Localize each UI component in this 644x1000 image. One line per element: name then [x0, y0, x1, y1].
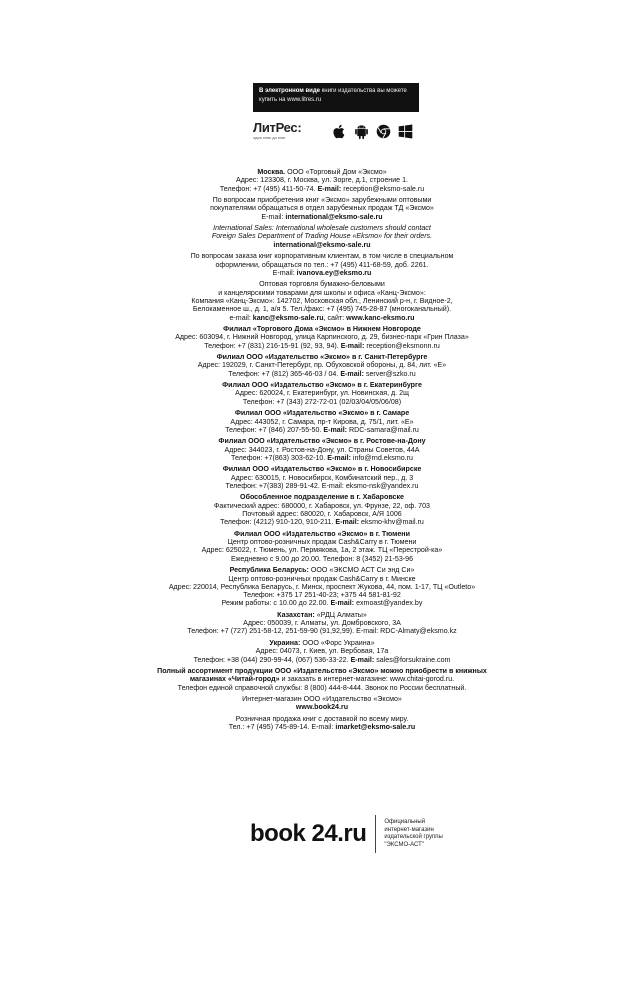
text-segment: По вопросам приобретения книг «Эксмо» зарубежными оптовыми	[212, 196, 432, 205]
book24-logo: book 24.ru	[250, 820, 367, 847]
text-segment: E-mail:	[340, 341, 365, 350]
contact-block	[150, 566, 494, 607]
contact-line	[150, 289, 494, 297]
text-segment: E-mail:	[261, 212, 286, 221]
litres-banner-bold: В электронном виде	[259, 88, 320, 94]
contact-line	[150, 591, 494, 599]
contact-line	[150, 389, 494, 397]
contact-block	[150, 381, 494, 406]
text-segment: Республика Беларусь:	[229, 566, 309, 575]
text-segment: E-mail:	[323, 425, 348, 434]
litres-logo	[253, 121, 313, 141]
text-segment: Полный ассортимент продукции ООО «Издательство «Эксмо» можно приобрести в книжных	[157, 667, 487, 676]
text-segment: Режим работы: с 10.00 до 22.00.	[221, 599, 331, 608]
text-segment: и заказать в интернет-магазине: www.chitai-gorod.ru.	[279, 675, 455, 684]
text-segment: покупателями обращаться в отдел зарубежных продаж ТД «Эксмо»	[210, 204, 434, 213]
text-segment: E-mail:	[350, 655, 375, 664]
contact-line	[150, 518, 494, 526]
contact-block	[150, 493, 494, 526]
contact-block	[150, 325, 494, 350]
text-segment: info@rnd.eksmo.ru	[350, 453, 413, 462]
contact-line	[150, 426, 494, 434]
text-segment: Телефон: +38 (044) 290-99-44, (067) 536-33-22.	[193, 655, 351, 664]
text-segment: reception@eksmo-sale.ru	[341, 184, 425, 193]
contact-block	[150, 667, 494, 692]
text-segment: Адрес: 630015, г. Новосибирск, Комбинатский пер., д. 3	[230, 473, 414, 482]
contact-block	[150, 409, 494, 434]
contact-line	[150, 656, 494, 664]
text-segment: Телефон: +7 (846) 207-55-50.	[225, 425, 324, 434]
text-segment: Розничная продажа книг с доставкой по всему миру.	[235, 714, 409, 723]
text-segment: Телефон: (4212) 910-120, 910-211.	[220, 518, 336, 527]
contact-line	[150, 224, 494, 232]
contact-line	[150, 241, 494, 249]
contact-line	[150, 361, 494, 369]
android-icon	[353, 123, 370, 140]
text-segment: Телефон: +7(383) 289-91-42. E-mail: eksmo-nsk@yandex.ru	[225, 481, 419, 490]
contact-line	[150, 599, 494, 607]
text-segment: www.book24.ru	[295, 703, 349, 712]
contact-block	[150, 196, 494, 221]
text-segment: International Sales: International wholesale customers should contact	[213, 224, 431, 233]
text-segment: Телефон: +375 17 251-40-23; +375 44 581-81-92	[243, 591, 401, 600]
text-segment: Филиал ООО «Издательство «Эксмо» в г. Санкт-Петербурге	[216, 353, 428, 362]
contact-line	[150, 619, 494, 627]
contact-line	[150, 703, 494, 711]
text-segment: eksmo-khv@mail.ru	[359, 518, 424, 527]
contact-block	[150, 437, 494, 462]
text-segment: Интернет-магазин ООО «Издательство «Эксмо»	[242, 695, 402, 704]
windows-icon	[397, 123, 414, 140]
contact-line	[150, 647, 494, 655]
contact-line	[150, 546, 494, 554]
text-segment: магазинах «Читай-город»	[189, 675, 280, 684]
text-segment: Филиал ООО «Издательство «Эксмо» в г. Самаре	[234, 409, 410, 418]
text-segment: «РДЦ Алматы»	[314, 610, 367, 619]
text-segment: и канцелярскими товарами для школы и офиса «Канц-Эксмо»:	[218, 288, 426, 297]
text-segment: E-mail:	[335, 518, 360, 527]
text-segment: Адрес: 603094, г. Нижний Новгород, улица Карпинского, д. 29, бизнес-парк «Грин Плаза»	[175, 333, 469, 342]
text-segment: server@szko.ru	[363, 369, 416, 378]
litres-promo	[253, 83, 419, 141]
text-segment: Филиал «Торгового Дома «Эксмо» в Нижнем Новгороде	[223, 324, 421, 333]
text-segment: e-mail:	[229, 313, 253, 322]
text-segment: imarket@eksmo-sale.ru	[335, 723, 416, 732]
text-segment: Тел.: +7 (495) 745-89-14. E-mail:	[228, 723, 336, 732]
contact-line	[150, 204, 494, 212]
contact-line	[150, 627, 494, 635]
text-segment: E-mail:	[317, 184, 342, 193]
contact-line	[150, 675, 494, 683]
contact-block	[150, 639, 494, 664]
contact-line	[150, 667, 494, 675]
contact-block	[150, 168, 494, 193]
contact-line	[150, 695, 494, 703]
text-segment: Адрес: 344023, г. Ростов-на-Дону, ул. Страны Советов, 44А	[224, 445, 420, 454]
contact-line	[150, 474, 494, 482]
text-segment: Обособленное подразделение в г. Хабаровске	[240, 493, 404, 502]
contact-line	[150, 409, 494, 417]
contact-block	[150, 224, 494, 249]
contact-line	[150, 555, 494, 563]
text-segment: Адрес: 192029, г. Санкт-Петербург, пр. Обуховской обороны, д. 84, лит. «Е»	[197, 361, 447, 370]
contact-block	[150, 252, 494, 277]
text-segment: RDC-samara@mail.ru	[347, 425, 419, 434]
text-segment: Центр оптово-розничных продаж Cash&Carry в г. Минске	[228, 574, 416, 583]
contact-line	[150, 305, 494, 313]
contact-block	[150, 280, 494, 321]
text-segment: international@eksmo-sale.ru	[285, 212, 383, 221]
text-segment: Филиал ООО «Издательство «Эксмо» в г. Тюмени	[234, 529, 410, 538]
text-segment: E-mail:	[327, 453, 351, 462]
contact-line	[150, 333, 494, 341]
contact-line	[150, 314, 494, 322]
text-segment: Оптовая торговля бумажно-беловыми	[259, 280, 385, 289]
text-segment: international@eksmo-sale.ru	[273, 240, 371, 249]
text-segment: ООО «ЭКСМО АСТ Си энд Си»	[308, 566, 415, 575]
contact-line	[150, 437, 494, 445]
text-segment: Адрес: 620024, г. Екатеринбург, ул. Новинская, д. 2щ	[235, 389, 409, 398]
contact-line	[150, 715, 494, 723]
text-segment: ООО «Торговый Дом «Эксмо»	[285, 168, 387, 176]
contact-line	[150, 232, 494, 240]
text-segment: Адрес: 123308, г. Москва, ул. Зорге, д.1, строение 1.	[236, 176, 408, 185]
text-segment: Телефон: +7 (495) 411-50-74.	[219, 184, 318, 193]
text-segment: Филиал ООО «Издательство «Эксмо» в г. Ростове-на-Дону	[218, 437, 426, 446]
text-segment: E-mail:	[340, 369, 364, 378]
text-segment: sales@forsukraine.com	[374, 655, 451, 664]
contact-block	[150, 611, 494, 636]
globe-icon	[375, 123, 392, 140]
litres-tagline: один клик до книг	[253, 135, 286, 140]
text-segment: www.kanc-eksmo.ru	[346, 313, 415, 322]
book24-promo	[250, 815, 466, 853]
contact-block	[150, 353, 494, 378]
litres-banner	[253, 83, 419, 112]
contact-line	[150, 454, 494, 462]
contact-line	[150, 370, 494, 378]
contact-line	[150, 196, 494, 204]
contact-line	[150, 381, 494, 389]
contact-line	[150, 446, 494, 454]
contact-line	[150, 510, 494, 518]
contact-line	[150, 418, 494, 426]
contact-line	[150, 325, 494, 333]
text-segment: kanc@eksmo-sale.ru	[252, 313, 324, 322]
contact-line	[150, 297, 494, 305]
contact-line	[150, 269, 494, 277]
contact-line	[150, 176, 494, 184]
text-segment: Фактический адрес: 680000, г. Хабаровск, ул. Фрунзе, 22, оф. 703	[214, 501, 430, 510]
contact-line	[150, 502, 494, 510]
text-segment: Белокаменное ш., д. 1, а/я 5. Тел./факс: +7 (495) 745-28-87 (многоканальный).	[192, 305, 452, 314]
divider	[375, 815, 376, 853]
apple-icon	[331, 123, 348, 140]
contact-line	[150, 538, 494, 546]
text-segment: Телефон: +7 (812) 365-46-03 / 04.	[228, 369, 341, 378]
book24-desc-line: интернет-магазин	[384, 826, 434, 833]
text-segment: Казахстан:	[277, 610, 315, 619]
text-segment: Москва.	[257, 168, 286, 176]
contact-line	[150, 482, 494, 490]
contact-line	[150, 185, 494, 193]
text-segment: Телефон: +7(863) 303-62-10.	[231, 453, 328, 462]
contact-line	[150, 566, 494, 574]
contact-line	[150, 342, 494, 350]
text-segment: Адрес: 625022, г. Тюмень, ул. Пермякова, 1а, 2 этаж. ТЦ «Перестрой-ка»	[201, 546, 443, 555]
contact-line	[150, 611, 494, 619]
text-segment: По вопросам заказа книг корпоративным клиентам, в том числе в специальном	[190, 252, 454, 261]
text-segment: ООО «Форс Украина»	[300, 638, 375, 647]
text-segment: оформлении, обращаться по тел.: +7 (495) 411-68-59, доб. 2261.	[215, 260, 429, 269]
contact-line	[150, 261, 494, 269]
contact-line	[150, 252, 494, 260]
text-segment: exmoast@yandex.by	[354, 599, 423, 608]
platform-icons	[331, 123, 414, 140]
litres-banner-text: книги издательства вы можете	[319, 88, 407, 94]
text-segment: Адрес: 04073, г. Киев, ул. Вербовая, 17а	[255, 647, 389, 656]
text-segment: Почтовый адрес: 680020, г. Хабаровск, А/Я 1006	[242, 510, 402, 519]
text-segment: Центр оптово-розничных продаж Cash&Carry в г. Тюмени	[227, 538, 417, 547]
contact-line	[150, 353, 494, 361]
litres-logo-text: ЛитРес:	[253, 120, 302, 135]
contact-line	[150, 280, 494, 288]
text-segment: Foreign Sales Department of Trading House «Eksmo» for their orders.	[211, 232, 433, 241]
litres-banner-line2: купить на www.litres.ru	[259, 97, 322, 103]
contact-line	[150, 684, 494, 692]
text-segment: Компания «Канц-Эксмо»: 142702, Московская обл., Ленинский р-н, г. Видное-2,	[191, 296, 453, 305]
contact-line	[150, 493, 494, 501]
text-segment: reception@eksmonn.ru	[364, 341, 440, 350]
contact-line	[150, 398, 494, 406]
text-segment: ivanova.ey@eksmo.ru	[296, 268, 372, 277]
book24-description	[384, 819, 466, 849]
contact-line	[150, 213, 494, 221]
contact-block	[150, 715, 494, 732]
text-segment: , сайт:	[323, 313, 347, 322]
book24-desc-line: издательской группы	[384, 834, 443, 840]
text-segment: Филиал ООО «Издательство «Эксмо» в г. Екатеринбурге	[222, 381, 422, 390]
text-segment: E-mail:	[272, 268, 297, 277]
contact-block	[150, 530, 494, 563]
text-segment: Телефон единой справочной службы: 8 (800) 444-8-444. Звонок по России бесплатный.	[177, 683, 467, 692]
contact-line	[150, 723, 494, 731]
text-segment: Телефон: +7 (727) 251-58-12, 251-59-90 (91,92,99). E-mail: RDC-Almaty@eksmo.kz	[187, 627, 457, 636]
text-segment: Адрес: 220014, Республика Беларусь, г. Минск, проспект Жукова, 44, пом. 1-17, ТЦ «Outleto»	[168, 582, 476, 591]
contact-line	[150, 583, 494, 591]
contact-block	[150, 465, 494, 490]
contact-line	[150, 639, 494, 647]
text-segment: E-mail:	[330, 599, 355, 608]
book24-desc-line: Официальный	[384, 819, 426, 825]
text-segment: Адрес: 443052, г. Самара, пр-т Кирова, д. 75/1, лит. «Е»	[230, 417, 414, 426]
contact-line	[150, 530, 494, 538]
text-segment: Телефон: +7 (831) 216-15-91 (92, 93, 94).	[204, 341, 341, 350]
text-segment: Филиал ООО «Издательство «Эксмо» в г. Новосибирске	[222, 465, 422, 474]
contact-line	[150, 465, 494, 473]
text-segment: Украина:	[269, 638, 301, 647]
contact-line	[150, 575, 494, 583]
text-segment: Адрес: 050039, г. Алматы, ул. Домбровского, 3А	[243, 619, 401, 628]
contact-block	[150, 695, 494, 712]
contact-line	[150, 168, 494, 176]
publisher-contacts	[150, 168, 494, 735]
book24-desc-line: "ЭКСМО-АСТ"	[384, 841, 424, 848]
text-segment: Телефон: +7 (343) 272-72-01 (02/03/04/05/06/08)	[242, 397, 402, 406]
text-segment: Ежедневно с 9.00 до 20.00. Телефон: 8 (3452) 21-53-96	[230, 554, 414, 563]
